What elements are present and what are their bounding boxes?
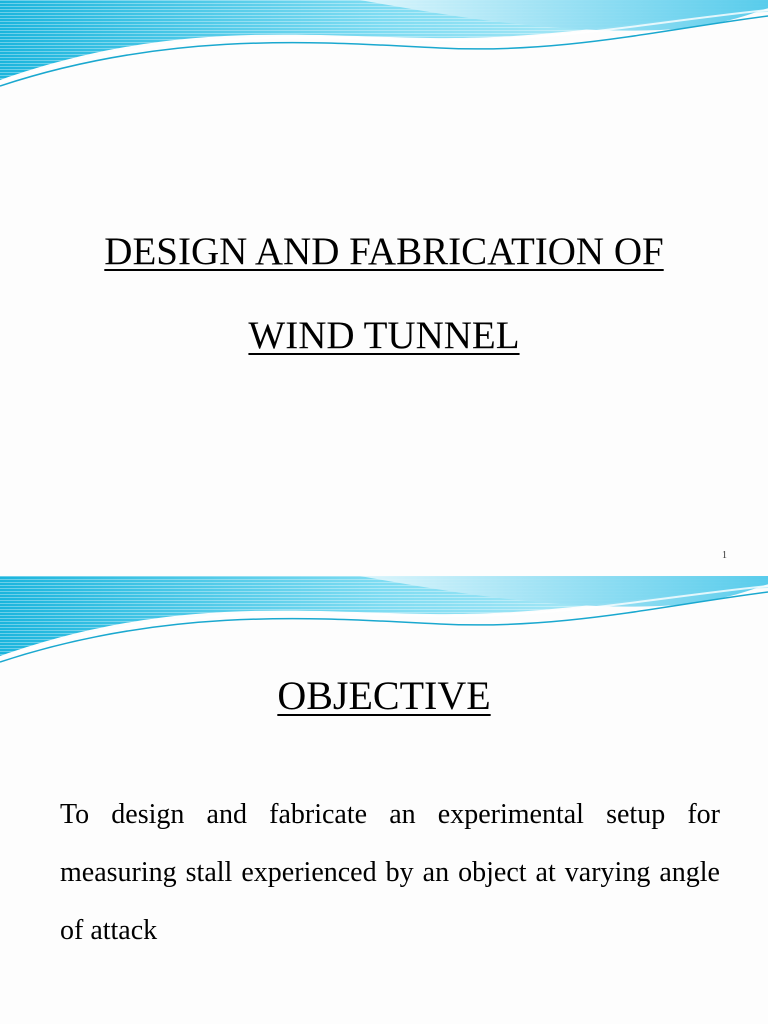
slide-2: [0, 576, 768, 1024]
slide-title-line-2: WIND TUNNEL: [248, 314, 520, 357]
wave-header-decoration: [0, 576, 768, 676]
slide-heading: OBJECTIVE: [277, 673, 491, 718]
slide-body-text: To design and fabricate an experimental setup for measuring stall experienced by an object at varying angle of attack: [60, 799, 720, 946]
slide-title-line-1: DESIGN AND FABRICATION OF: [104, 230, 664, 273]
wave-header-decoration: [0, 0, 768, 100]
slide-number: 1: [722, 550, 727, 561]
